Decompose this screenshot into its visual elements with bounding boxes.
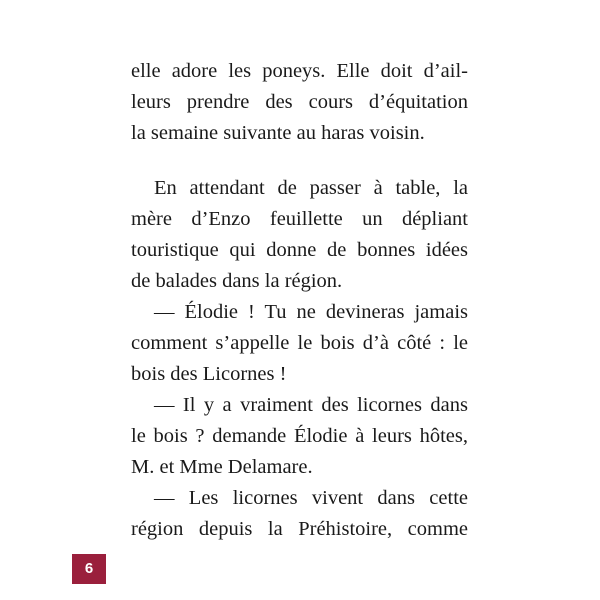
dialogue-line: — Les licornes vivent dans cette <box>154 487 468 509</box>
page-number-badge: 6 <box>72 554 106 584</box>
text-line: leurs prendre des cours d’équitation <box>131 91 468 113</box>
text-line: le bois ? demande Élodie à leurs hôtes, <box>131 425 468 447</box>
text-line: la semaine suivante au haras voisin. <box>131 122 425 144</box>
text-line: bois des Licornes ! <box>131 363 287 385</box>
text-line: région depuis la Préhistoire, comme <box>131 518 468 540</box>
text-line: de balades dans la région. <box>131 270 343 292</box>
text-line: touristique qui donne de bonnes idées <box>131 239 468 261</box>
dialogue-line: — Élodie ! Tu ne devineras jamais <box>154 301 468 323</box>
text-line: mère d’Enzo feuillette un dépliant <box>131 208 468 230</box>
text-line: comment s’appelle le bois d’à côté : le <box>131 332 468 354</box>
dialogue-line: — Il y a vraiment des licornes dans <box>154 394 468 416</box>
text-line: elle adore les poneys. Elle doit d’ail- <box>131 60 468 82</box>
text-line: En attendant de passer à table, la <box>154 177 468 199</box>
text-line: M. et Mme Delamare. <box>131 456 313 478</box>
